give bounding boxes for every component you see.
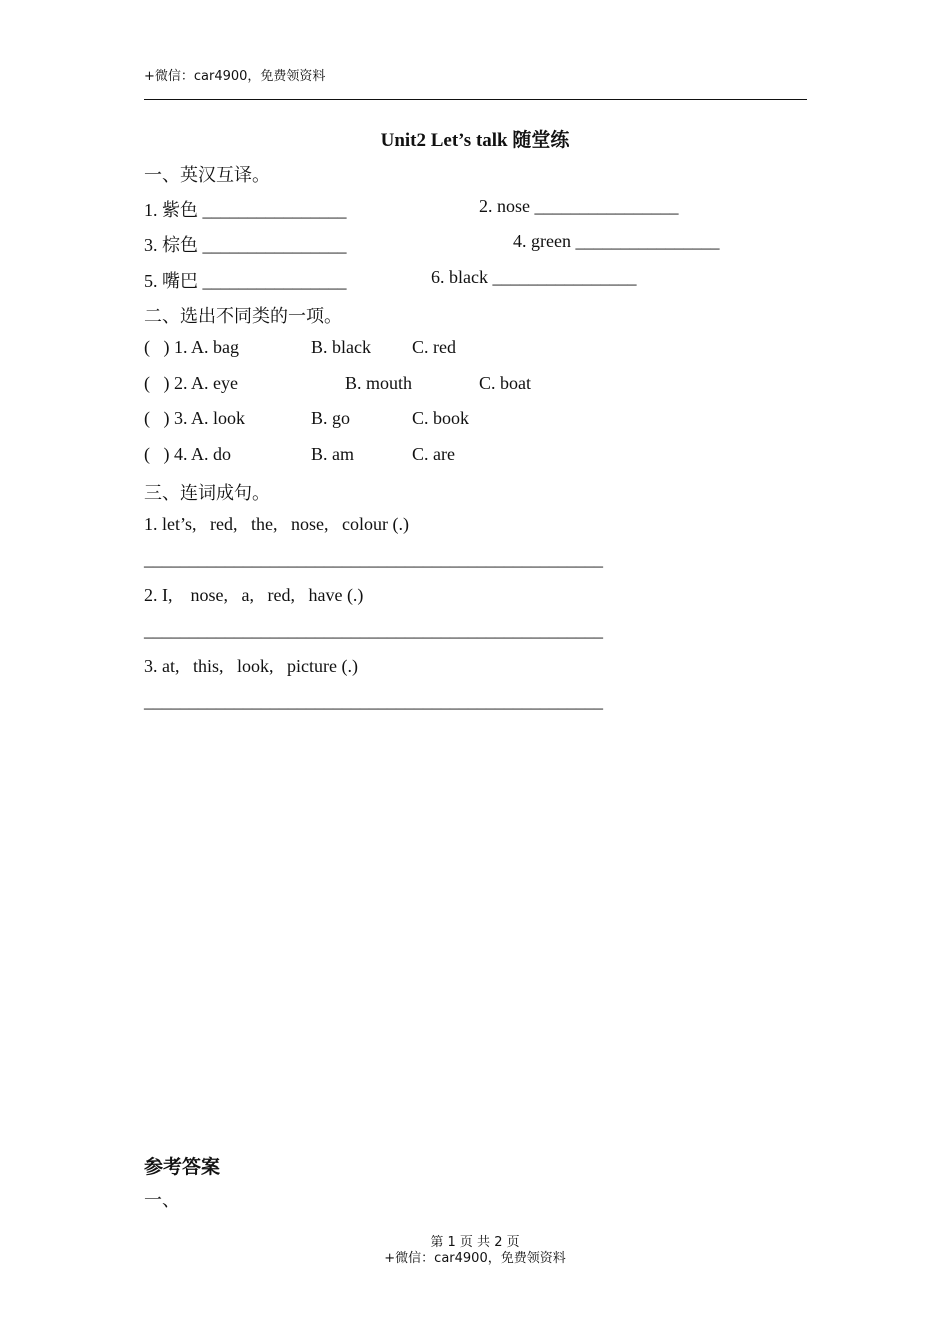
header-rule [144,99,807,100]
sentence-3-words: 3. at, this, look, picture (.) [144,656,358,676]
section2-heading: 二、选出不同类的一项。 [144,306,342,326]
answers-heading: 参考答案 [144,1157,221,1178]
section1-heading: 一、英汉互译。 [144,165,270,185]
translation-item-2: 2. nose ________________ [479,196,679,216]
sentence-2-words: 2. I, nose, a, red, have (.) [144,585,364,605]
page-number: 第 1 页 共 2 页 [430,1235,520,1250]
footer-text: +微信：car4900，免费领资料 [384,1251,566,1266]
choice-q2-b: B. mouth [345,373,413,393]
choice-q4-c: C. are [412,444,455,464]
page-title: Unit2 Let’s talk 随堂练 [380,130,570,151]
choice-q4: ( ) 4. A. do [144,444,231,464]
translation-item-5: 5. 嘴巴 ________________ [144,271,347,291]
choice-q1: ( ) 1. A. bag [144,337,239,357]
choice-q3-c: C. book [412,408,470,428]
sentence-1-words: 1. let’s, red, the, nose, colour (.) [144,514,409,534]
section3-heading: 三、连词成句。 [144,483,270,503]
translation-item-1: 1. 紫色 ________________ [144,200,347,220]
translation-item-6: 6. black ________________ [431,267,637,287]
answers-section1: 一、 [144,1190,180,1210]
choice-q4-b: B. am [311,444,354,464]
choice-q2-c: C. boat [479,373,531,393]
sentence-2-answer-line: ___________________________________________________ [144,620,603,640]
choice-q2: ( ) 2. A. eye [144,373,238,393]
sentence-3-answer-line: ___________________________________________________ [144,691,603,711]
choice-q3: ( ) 3. A. look [144,408,245,428]
choice-q1-c: C. red [412,337,456,357]
header-text: +微信：car4900，免费领资料 [144,69,326,84]
choice-q3-b: B. go [311,408,351,428]
translation-item-4: 4. green ________________ [513,231,720,251]
sentence-1-answer-line: ___________________________________________________ [144,549,603,569]
translation-item-3: 3. 棕色 ________________ [144,235,347,255]
choice-q1-b: B. black [311,337,371,357]
